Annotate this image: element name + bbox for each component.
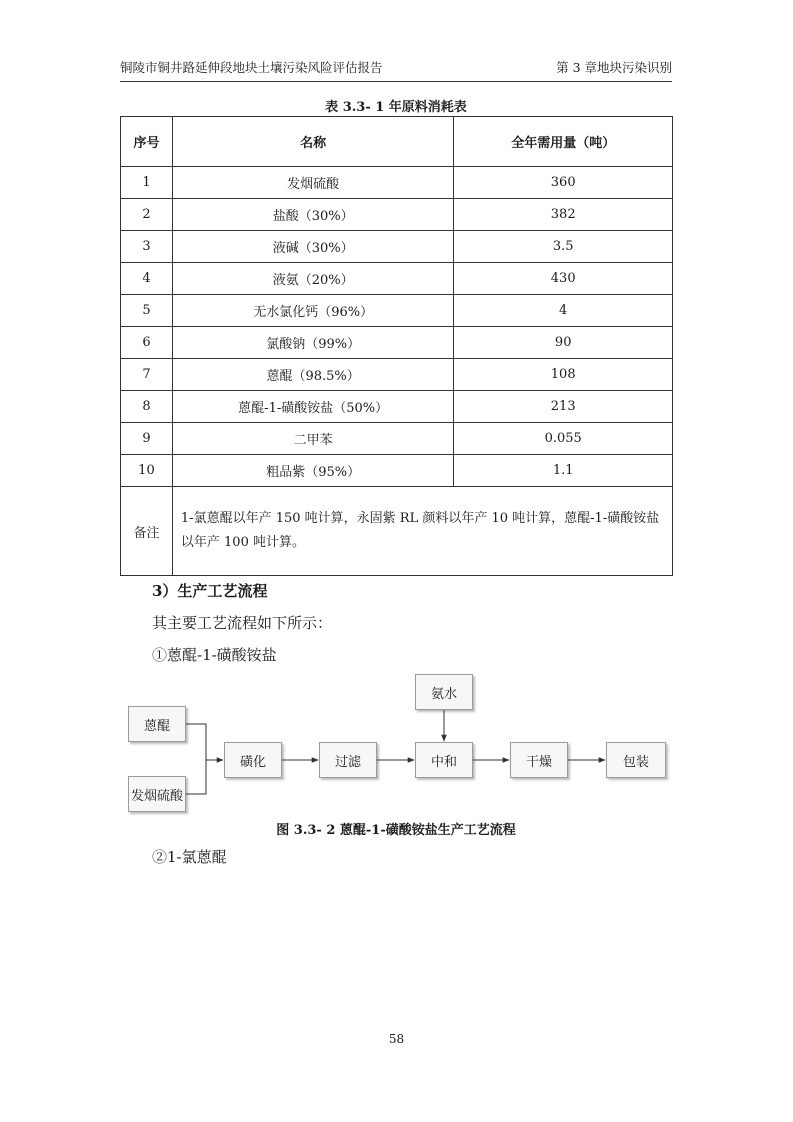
annual-amount: 1.1 — [454, 455, 673, 487]
row-index: 5 — [121, 295, 173, 327]
flow-node-neutralization: 中和 — [415, 742, 473, 778]
header-report-title: 铜陵市铜井路延伸段地块土壤污染风险评估报告 — [120, 60, 383, 75]
table-row — [121, 423, 673, 455]
note-label: 备注 — [121, 487, 173, 576]
table-row — [121, 295, 673, 327]
table-row — [121, 199, 673, 231]
row-index: 7 — [121, 359, 173, 391]
annual-amount: 3.5 — [454, 231, 673, 263]
flow-node-filtration: 过滤 — [319, 742, 377, 778]
flow-node-oleum: 发烟硫酸 — [128, 776, 186, 812]
annual-amount: 4 — [454, 295, 673, 327]
row-index: 6 — [121, 327, 173, 359]
annual-amount: 213 — [454, 391, 673, 423]
note-text: 1-氯蒽醌以年产 150 吨计算，永固紫 RL 颜料以年产 10 吨计算，蒽醌-1-磺酸铵盐以年产 100 吨计算。 — [172, 487, 672, 576]
header-chapter-title: 第 3 章地块污染识别 — [556, 60, 672, 75]
header-cell: 序号 — [121, 117, 173, 167]
material-name: 蒽醌（98.5%） — [172, 359, 453, 391]
row-index: 1 — [121, 167, 173, 199]
table-header-row — [121, 117, 673, 167]
row-index: 2 — [121, 199, 173, 231]
row-index: 10 — [121, 455, 173, 487]
section-heading: 3）生产工艺流程 — [152, 582, 268, 600]
flow-node-anthraquinone: 蒽醌 — [128, 706, 186, 742]
material-name: 二甲苯 — [172, 423, 453, 455]
table-caption: 表 3.3- 1 年原料消耗表 — [325, 100, 467, 115]
page-number: 58 — [388, 1032, 405, 1046]
table-row — [121, 327, 673, 359]
row-index: 9 — [121, 423, 173, 455]
table-row — [121, 167, 673, 199]
annual-amount: 90 — [454, 327, 673, 359]
header-cell: 名称 — [172, 117, 453, 167]
header-cell: 全年需用量（吨） — [454, 117, 673, 167]
subheading-ammonium-sulfonate: ①蒽醌-1-磺酸铵盐 — [152, 646, 277, 664]
material-name: 无水氯化钙（96%） — [172, 295, 453, 327]
page-header — [120, 54, 672, 82]
subheading-chloroanthraquinone: ②1-氯蒽醌 — [152, 848, 227, 866]
material-name: 发烟硫酸 — [172, 167, 453, 199]
flow-node-packaging: 包装 — [606, 742, 666, 778]
table-row — [121, 455, 673, 487]
flow-node-drying: 干燥 — [510, 742, 568, 778]
material-name: 氯酸钠（99%） — [172, 327, 453, 359]
raw-material-table — [120, 116, 673, 576]
material-name: 盐酸（30%） — [172, 199, 453, 231]
material-name: 液碱（30%） — [172, 231, 453, 263]
annual-amount: 382 — [454, 199, 673, 231]
annual-amount: 0.055 — [454, 423, 673, 455]
material-name: 液氨（20%） — [172, 263, 453, 295]
table-row — [121, 359, 673, 391]
annual-amount: 108 — [454, 359, 673, 391]
table-row — [121, 231, 673, 263]
material-name: 粗品紫（95%） — [172, 455, 453, 487]
table-row — [121, 391, 673, 423]
flow-node-sulfonation: 磺化 — [224, 742, 282, 778]
table-note-row — [121, 487, 673, 576]
material-name: 蒽醌-1-磺酸铵盐（50%） — [172, 391, 453, 423]
table-row — [121, 263, 673, 295]
row-index: 8 — [121, 391, 173, 423]
annual-amount: 430 — [454, 263, 673, 295]
flow-node-ammonia: 氨水 — [415, 674, 473, 710]
section-intro: 其主要工艺流程如下所示： — [152, 614, 333, 632]
row-index: 3 — [121, 231, 173, 263]
figure-caption: 图 3.3- 2 蒽醌-1-磺酸铵盐生产工艺流程 — [276, 823, 516, 838]
connector-anthraquinone-bracket — [186, 724, 206, 794]
annual-amount: 360 — [454, 167, 673, 199]
row-index: 4 — [121, 263, 173, 295]
